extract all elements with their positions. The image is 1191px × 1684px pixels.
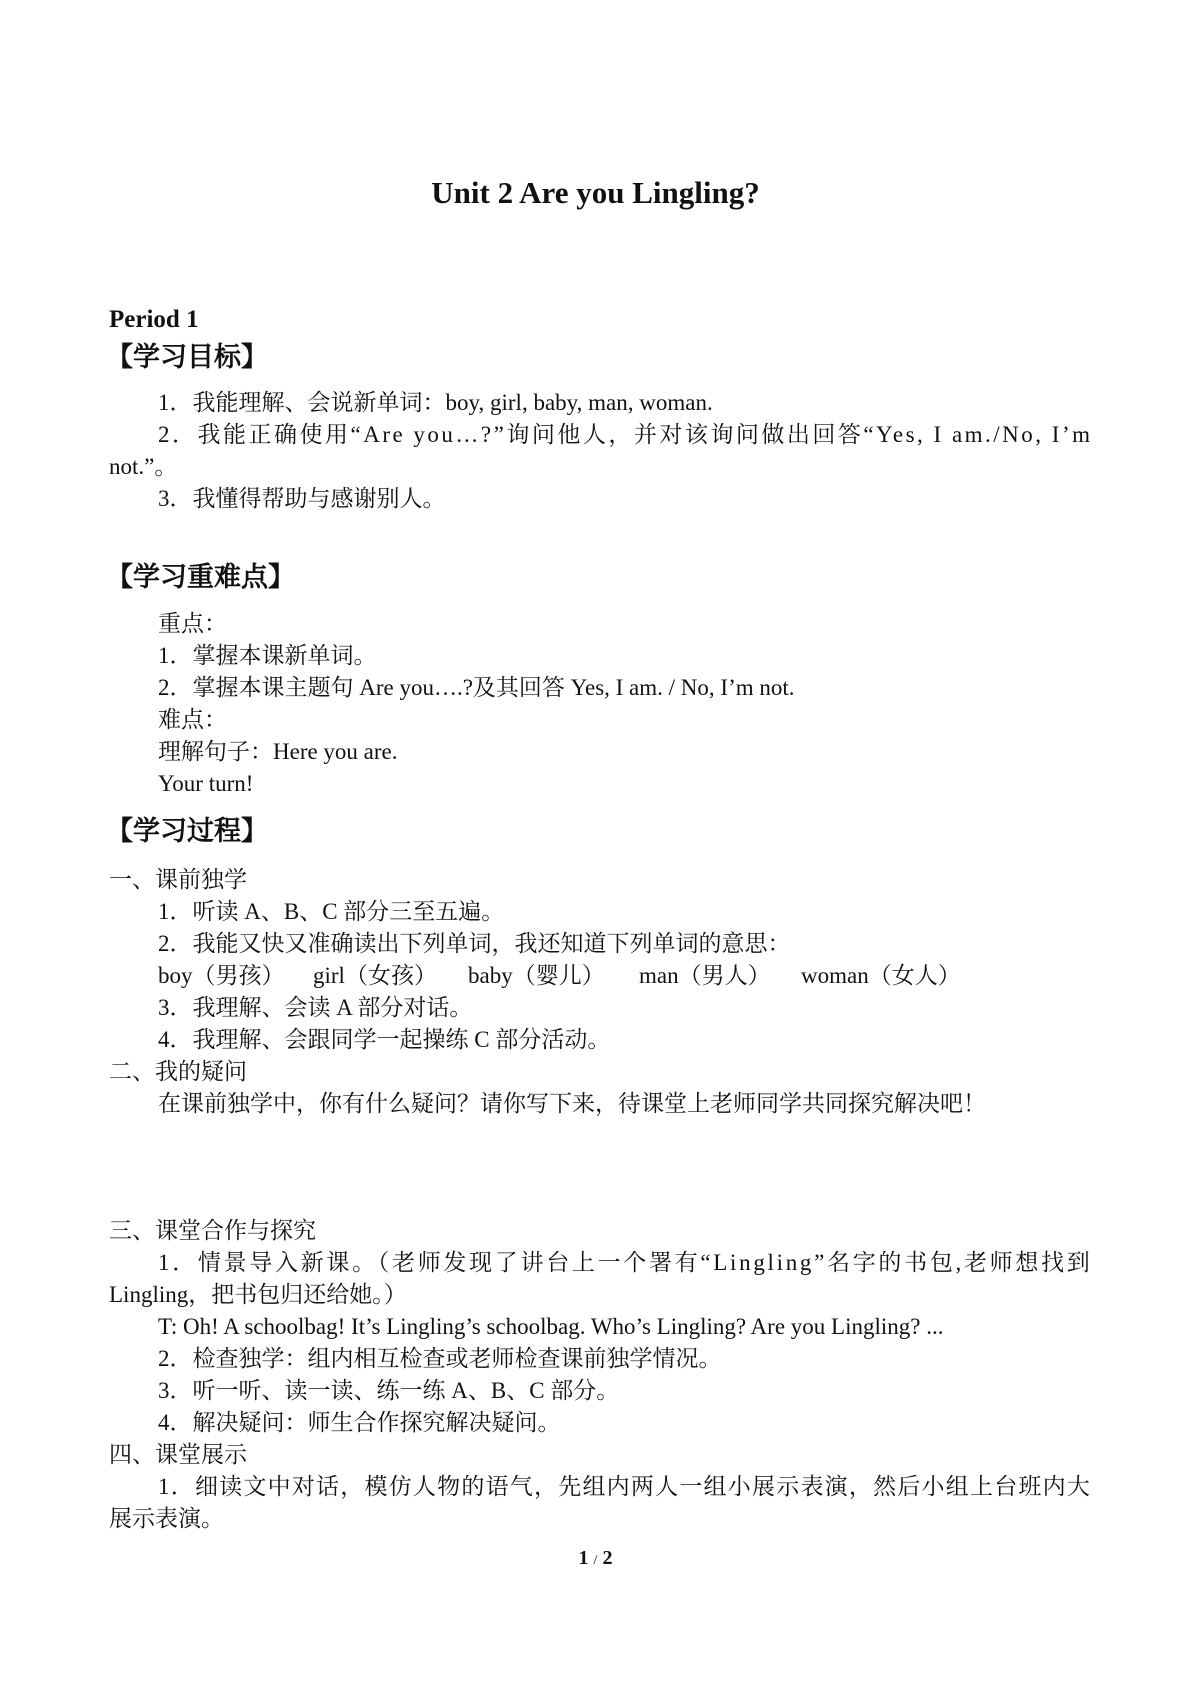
section-heading-keypoints: 【学习重难点】 bbox=[106, 562, 295, 593]
process-line: 2．检查独学：组内相互检查或老师检查课前独学情况。 bbox=[158, 1346, 722, 1371]
keypoint-line: 难点： bbox=[158, 707, 227, 732]
process-line: T: Oh! A schoolbag! It’s Lingling’s schoolbag. Who’s Lingling? Are you Lingling? ... bbox=[158, 1314, 944, 1339]
keypoint-line: 理解句子：Here you are. bbox=[158, 739, 398, 764]
period-label: Period 1 bbox=[109, 306, 199, 333]
process-line: 2．我能又快又准确读出下列单词，我还知道下列单词的意思： bbox=[158, 931, 791, 956]
process-line: 3．我理解、会读 A 部分对话。 bbox=[158, 995, 473, 1020]
section-heading-process: 【学习过程】 bbox=[106, 816, 268, 847]
vocab-item: boy（男孩） bbox=[158, 963, 285, 988]
vocab-item: baby（婴儿） bbox=[468, 963, 605, 988]
process-line: 4．解决疑问：师生合作探究解决疑问。 bbox=[158, 1410, 561, 1435]
process-line: 4．我理解、会跟同学一起操练 C 部分活动。 bbox=[158, 1027, 611, 1052]
process-line: 在课前独学中，你有什么疑问？请你写下来，待课堂上老师同学共同探究解决吧！ bbox=[158, 1091, 986, 1116]
goal-item-2-cont: not.”。 bbox=[109, 454, 178, 479]
document-title: Unit 2 Are you Lingling? bbox=[431, 175, 760, 210]
process-line: 3．听一听、读一读、练一练 A、B、C 部分。 bbox=[158, 1378, 620, 1403]
process-line: 1．情景导入新课。（老师发现了讲台上一个署有“Lingling”名字的书包,老师想找到 bbox=[158, 1250, 1093, 1275]
vocab-item: man（男人） bbox=[639, 963, 771, 988]
vocab-list bbox=[158, 961, 961, 991]
process-part2-label: 二、我的疑问 bbox=[109, 1059, 247, 1084]
goal-item-2: 2．我能正确使用“Are you…?”询问他人，并对该询问做出回答“Yes, I am./No, I’m bbox=[158, 422, 1093, 447]
keypoint-line: 1．掌握本课新单词。 bbox=[158, 643, 377, 668]
process-line: 展示表演。 bbox=[109, 1506, 224, 1531]
page-number: 1 / 2 bbox=[578, 1547, 613, 1569]
process-part1-label: 一、课前独学 bbox=[109, 867, 247, 892]
keypoint-line: Your turn! bbox=[158, 771, 254, 796]
process-part3-label: 三、课堂合作与探究 bbox=[109, 1218, 316, 1243]
process-line: 1．细读文中对话，模仿人物的语气，先组内两人一组小展示表演，然后小组上台班内大 bbox=[158, 1474, 1092, 1499]
goal-item-3: 3．我懂得帮助与感谢别人。 bbox=[158, 486, 446, 511]
keypoint-line: 重点： bbox=[158, 611, 227, 636]
process-line: 1．听读 A、B、C 部分三至五遍。 bbox=[158, 899, 505, 924]
vocab-item: woman（女人） bbox=[801, 963, 961, 988]
process-line: Lingling，把书包归还给她。） bbox=[109, 1282, 407, 1307]
section-heading-goals: 【学习目标】 bbox=[106, 342, 268, 373]
vocab-item: girl（女孩） bbox=[313, 963, 437, 988]
process-part4-label: 四、课堂展示 bbox=[109, 1442, 247, 1467]
keypoint-line: 2．掌握本课主题句 Are you….?及其回答 Yes, I am. / No, I’m not. bbox=[158, 675, 795, 700]
goal-item-1: 1．我能理解、会说新单词：boy, girl, baby, man, woman. bbox=[158, 390, 713, 415]
